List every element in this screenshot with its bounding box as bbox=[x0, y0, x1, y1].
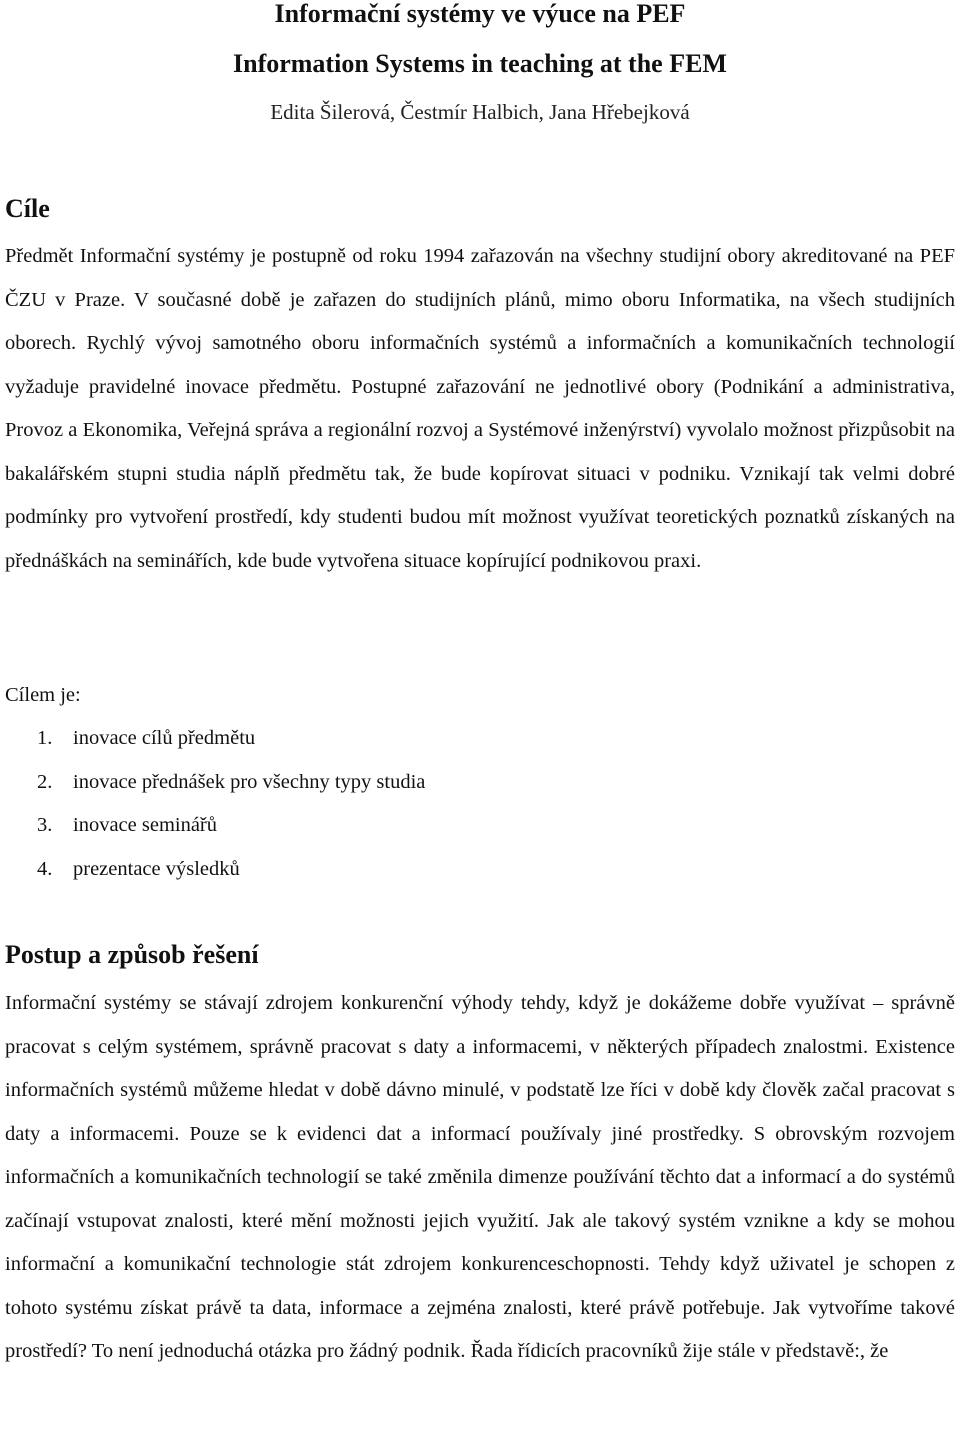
list-item bbox=[5, 717, 425, 761]
list-item-number: 2. bbox=[37, 770, 53, 793]
title-czech: Informační systémy ve výuce na PEF bbox=[274, 0, 686, 28]
heading-method: Postup a způsob řešení bbox=[5, 940, 259, 969]
list-item bbox=[5, 761, 425, 805]
authors-line: Edita Šilerová, Čestmír Halbich, Jana Hřebejková bbox=[270, 100, 690, 124]
list-item bbox=[5, 804, 425, 848]
aims-label: Cílem je: bbox=[5, 684, 81, 706]
list-item-number: 1. bbox=[37, 727, 53, 749]
list-item-number: 3. bbox=[37, 814, 53, 836]
aims-list bbox=[5, 717, 425, 891]
title-english: Information Systems in teaching at the FEM bbox=[233, 49, 727, 78]
list-item bbox=[5, 848, 425, 892]
list-item-number: 4. bbox=[37, 857, 53, 880]
list-item-text: prezentace výsledků bbox=[73, 857, 240, 880]
method-paragraph: Informační systémy se stávají zdrojem konkurenční výhody tehdy, když je dokážeme dobře využívat – správně pracovat s celým systémem, správně pracovat s daty a informacemi, v některých případech znalostmi. Existence informačních systémů můžeme hledat v době dávno minulé, v podstatě lze říci v době kdy člověk začal pracovat s daty a informacemi. Pouze se k evidenci dat a informací používaly jiné prostředky. S obrovským rozvojem informačních a komunikačních technologií se také změnila dimenze používání těchto dat a informací a do systémů začínají vstupovat znalosti, které mění možnosti jejich využití. Jak ale takový systém vznikne a kdy se mohou informační a komunikační technologie stát zdrojem konkurenceschopnosti. Tehdy když uživatel je schopen z tohoto systému získat právě ta data, informace a zejména znalosti, které právě potřebuje. Jak vytvoříme takové prostředí? To není jednoduchá otázka pro žádný podnik. Řada řídicích pracovníků žije stále v představě:, že bbox=[5, 992, 955, 1362]
list-item-text: inovace seminářů bbox=[73, 814, 218, 836]
heading-goals: Cíle bbox=[5, 194, 50, 223]
list-item-text: inovace cílů předmětu bbox=[73, 727, 256, 749]
goals-paragraph: Předmět Informační systémy je postupně od roku 1994 zařazován na všechny studijní obory akreditované na PEF ČZU v Praze. V současné době je zařazen do studijních plánů, mimo oboru Informatika, na všech studijních oborech. Rychlý vývoj samotného oboru informačních systémů a informačních a komunikačních technologií vyžaduje pravidelné inovace předmětu. Postupné zařazování ne jednotlivé obory (Podnikání a administrativa, Provoz a Ekonomika, Veřejná správa a regionální rozvoj a Systémové inženýrství) vyvolalo možnost přizpůsobit na bakalářském stupni studia náplň předmětu tak, že bude kopírovat situaci v podniku. Vznikají tak velmi dobré podmínky pro vytvoření prostředí, kdy studenti budou mít možnost využívat teoretických poznatků získaných na přednáškách na seminářích, kde bude vytvořena situace kopírující podnikovou praxi. bbox=[5, 245, 955, 572]
list-item-text: inovace přednášek pro všechny typy studia bbox=[73, 770, 426, 793]
